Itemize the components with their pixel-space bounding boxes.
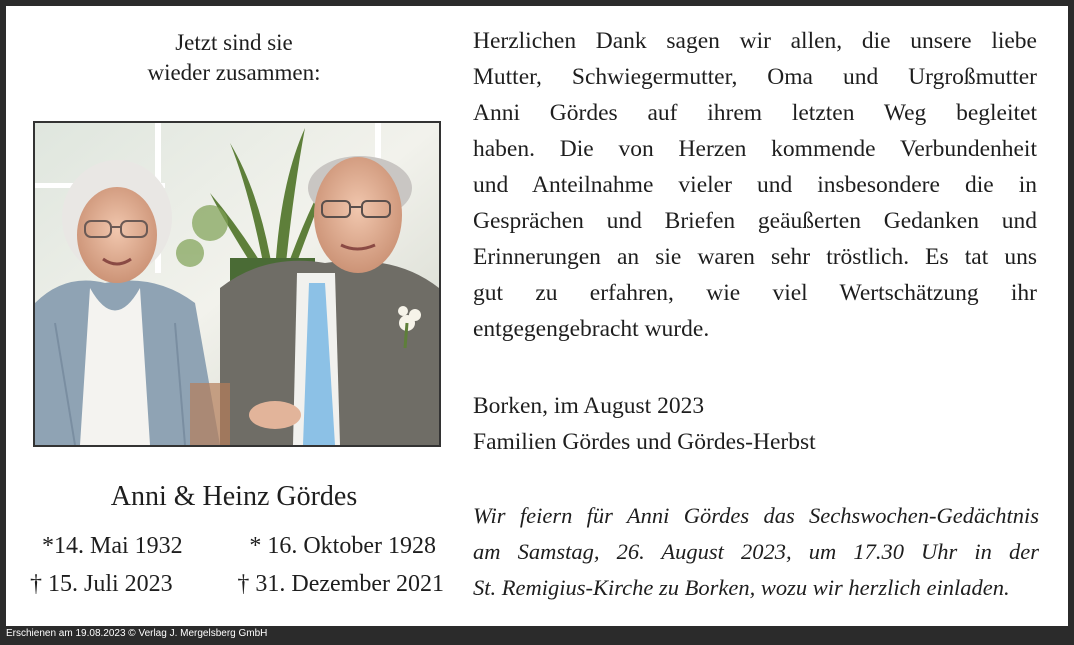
heinz-death-date: † 31. Dezember 2021 xyxy=(237,571,444,597)
obituary-card xyxy=(6,6,1068,626)
publication-footer: Erschienen am 19.08.2023 © Verlag J. Mergelsberg GmbH xyxy=(6,628,268,639)
place-date: Borken, im August 2023 xyxy=(473,393,705,419)
couple-names: Anni & Heinz Gördes xyxy=(110,481,358,512)
thanks-line: Gesprächen und Briefen geäußerten Gedanken und xyxy=(473,208,1037,234)
thanks-line: Herzlichen Dank sagen wir allen, die unsere liebe xyxy=(473,28,1037,54)
thanks-line: und Anteilnahme vieler und insbesondere die in xyxy=(473,172,1037,198)
birth-dates-row xyxy=(24,533,444,560)
couple-photo-illustration xyxy=(35,123,439,445)
family-signature: Familien Gördes und Gördes-Herbst xyxy=(473,429,816,455)
intro-line-2: wieder zusammen: xyxy=(147,60,321,85)
thanks-line: entgegengebracht wurde. xyxy=(473,316,710,342)
anni-birth-date: *14. Mai 1932 xyxy=(42,533,183,559)
heinz-birth-date: * 16. Oktober 1928 xyxy=(249,533,436,559)
invitation-paragraph xyxy=(473,498,1039,606)
thanks-paragraph xyxy=(473,23,1037,347)
anni-death-date: † 15. Juli 2023 xyxy=(30,571,173,597)
invitation-line: am Samstag, 26. August 2023, um 17.30 Uhr in der xyxy=(473,539,1039,564)
thanks-line: haben. Die von Herzen kommende Verbundenheit xyxy=(473,136,1037,162)
death-dates-row xyxy=(24,571,444,598)
invitation-line: Wir feiern für Anni Gördes das Sechswochen-Gedächtnis xyxy=(473,503,1039,528)
intro-text xyxy=(34,28,434,88)
invitation-line: St. Remigius-Kirche zu Borken, wozu wir herzlich einladen. xyxy=(473,575,1010,600)
intro-line-1: Jetzt sind sie xyxy=(175,30,293,55)
thanks-line: Erinnerungen an sie waren sehr tröstlich. Es tat uns xyxy=(473,244,1037,270)
couple-photo xyxy=(33,121,441,447)
thanks-line: Mutter, Schwiegermutter, Oma und Urgroßmutter xyxy=(473,64,1037,90)
thanks-line: Anni Gördes auf ihrem letzten Weg begleitet xyxy=(473,100,1037,126)
thanks-line: gut zu erfahren, wie viel Wertschätzung ihr xyxy=(473,280,1037,306)
